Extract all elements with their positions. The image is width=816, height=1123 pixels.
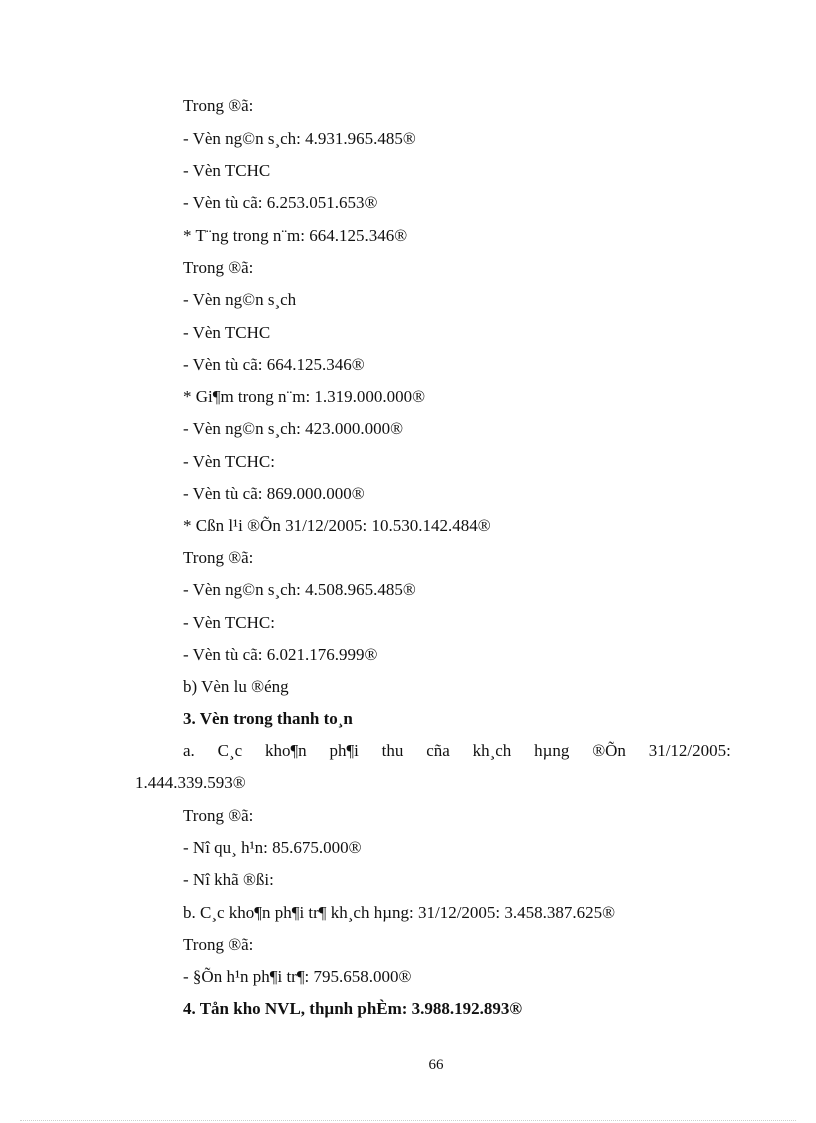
text-line: * Cßn l¹i ®Õn 31/12/2005: 10.530.142.484® [183,516,491,535]
word: thu [381,741,404,760]
word: a. [183,741,195,760]
word: hµng [534,741,570,760]
text-line: - Vèn TCHC: [183,613,275,632]
word: C¸c [217,741,243,760]
text-line: b. C¸c kho¶n ph¶i tr¶ kh¸ch hµng: 31/12/2005: 3.458.387.625® [183,903,616,922]
text-line: - §Õn h¹n ph¶i tr¶: 795.658.000® [183,967,412,986]
text-line: - Vèn tù cã: 6.021.176.999® [183,645,378,664]
text-line: * Gi¶m trong n¨m: 1.319.000.000® [183,387,426,406]
word: ph¶i [329,741,359,760]
text-line: - Nî qu¸ h¹n: 85.675.000® [183,838,362,857]
text-line: Trong ®ã: [183,548,254,567]
text-line: Trong ®ã: [183,96,254,115]
text-line: Trong ®ã: [183,258,254,277]
text-line: - Vèn ng©n s¸ch: 423.000.000® [183,419,404,438]
text-line: - Vèn TCHC [183,161,271,180]
text-line: * T¨ng trong n¨m: 664.125.346® [183,226,408,245]
text-line: - Vèn tù cã: 664.125.346® [183,355,365,374]
text-line: - Vèn tù cã: 869.000.000® [183,484,365,503]
text-line: - Vèn tù cã: 6.253.051.653® [183,193,378,212]
text-line: b) Vèn lu ®éng [183,677,289,696]
word: kho¶n [264,741,307,760]
word: 31/12/2005: [648,741,731,760]
text-line: - Vèn TCHC: [183,452,275,471]
text-line: - Vèn TCHC [183,323,271,342]
text-line: Trong ®ã: [183,806,254,825]
section-heading: 4. Tån kho NVL, thµnh phÈm: 3.988.192.893® [183,999,523,1018]
text-line: - Nî khã ®ßi: [183,870,274,889]
word: ®Õn [592,741,626,760]
text-line: - Vèn ng©n s¸ch [183,290,297,309]
section-heading: 3. Vèn trong thanh to¸n [183,709,353,728]
footer-divider [20,1120,796,1121]
text-line: - Vèn ng©n s¸ch: 4.931.965.485® [183,129,416,148]
text-line: - Vèn ng©n s¸ch: 4.508.965.485® [183,580,416,599]
text-line: Trong ®ã: [183,935,254,954]
justified-paragraph-line [183,741,731,761]
page-number: 66 [428,1057,444,1073]
word: kh¸ch [472,741,512,760]
word: cña [426,741,450,760]
text-line: 1.444.339.593® [135,773,246,792]
